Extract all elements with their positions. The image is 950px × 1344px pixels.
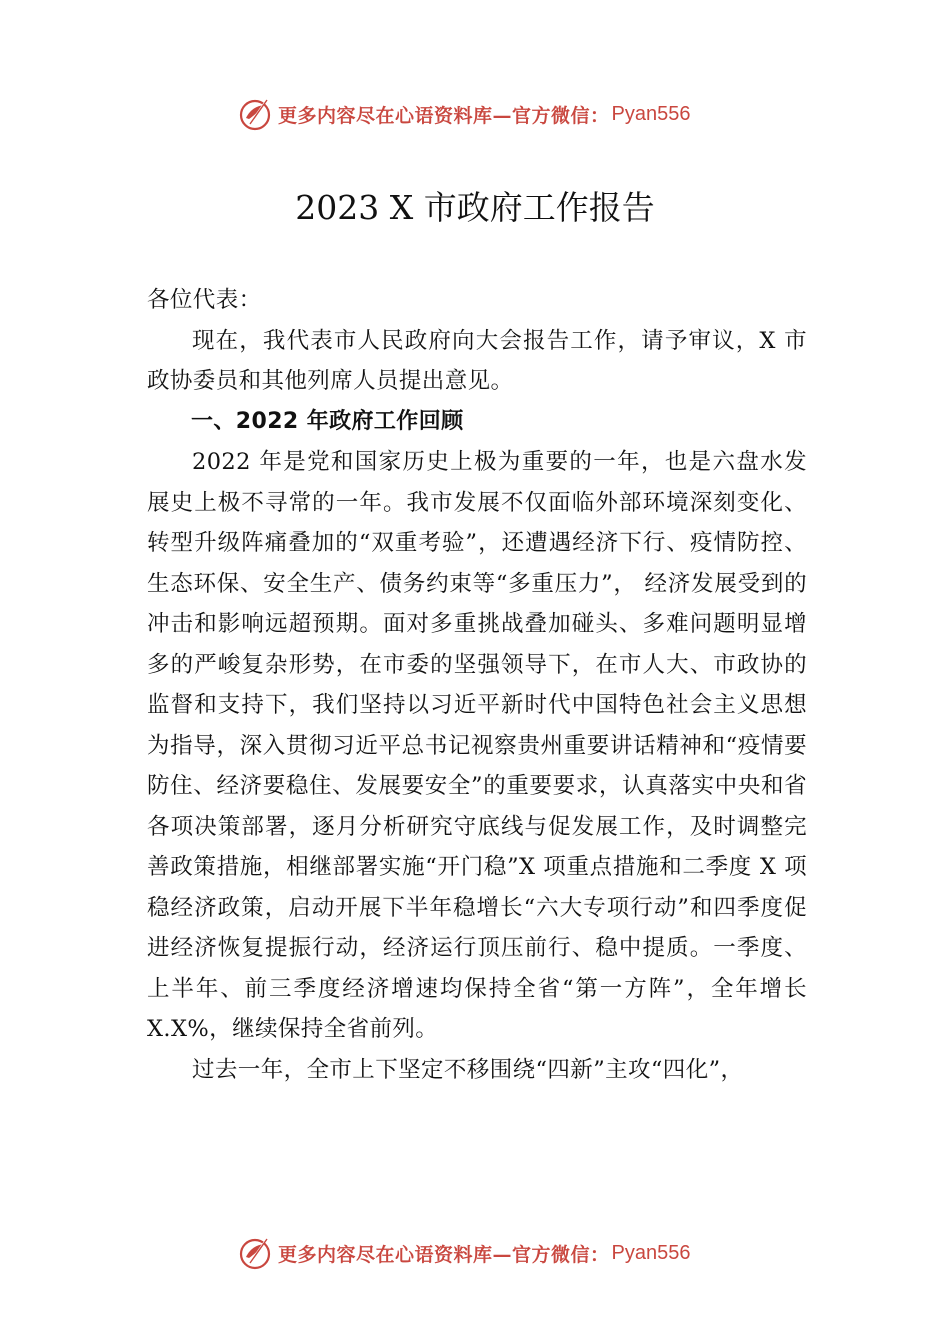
section-heading: 一、2022 年政府工作回顾 (191, 408, 464, 434)
quill-seal-icon (238, 96, 274, 132)
body-paragraph-1: 2022 年是党和国家历史上极为重要的一年，也是六盘水发展史上极不寻常的一年。我市发展不仅面临外部环境深刻变化、转型升级阵痛叠加的“双重考验”，还遭遇经济下行、疫情防控、生态环保、安全生产、债务约束等“多重压力”， 经济发展受到的冲击和影响远超预期。面对多重挑战叠加碰头、多难问题明显增多的严峻复杂形势，在市委的坚强领导下，在市人大、市政协的监督和支持下，我们坚持以习近平新时代中国特色社会主义思想为指导，深入贯彻习近平总书记视察贵州重要讲话精神和“疫情要防住、经济要稳住、发展要安全”的重要要求，认真落实中央和省各项决策部署，逐月分析研究守底线与促发展工作，及时调整完善政策措施，相继部署实施“开门稳”X 项重点措施和二季度 X 项稳经济政策，启动开展下半年稳增长“六大专项行动”和四季度促进经济恢复提振行动，经济运行顶压前行、稳中提质。一季度、 上半年、前三季度经济增速均保持全省“第一方阵”，全年增长 X.X%，继续保持全省前列。 (147, 449, 807, 1042)
watermark-wechat-id: Pyan556 (611, 102, 691, 125)
watermark-header (238, 96, 690, 132)
document-body (147, 280, 807, 1090)
intro-paragraph: 现在，我代表市人民政府向大会报告工作，请予审议，X 市政协委员和其他列席人员提出意见。 (147, 327, 807, 394)
salutation: 各位代表： (147, 287, 262, 313)
watermark-text: 更多内容尽在心语资料库—官方微信： (278, 104, 610, 127)
quill-seal-icon (238, 1235, 274, 1271)
watermark-wechat-id: Pyan556 (611, 1241, 691, 1264)
document-title: 2023 X 市政府工作报告 (295, 188, 655, 227)
watermark-footer (238, 1235, 690, 1271)
watermark-text: 更多内容尽在心语资料库—官方微信： (278, 1243, 610, 1266)
body-paragraph-2: 过去一年，全市上下坚定不移围绕“四新”主攻“四化”， (192, 1056, 744, 1083)
